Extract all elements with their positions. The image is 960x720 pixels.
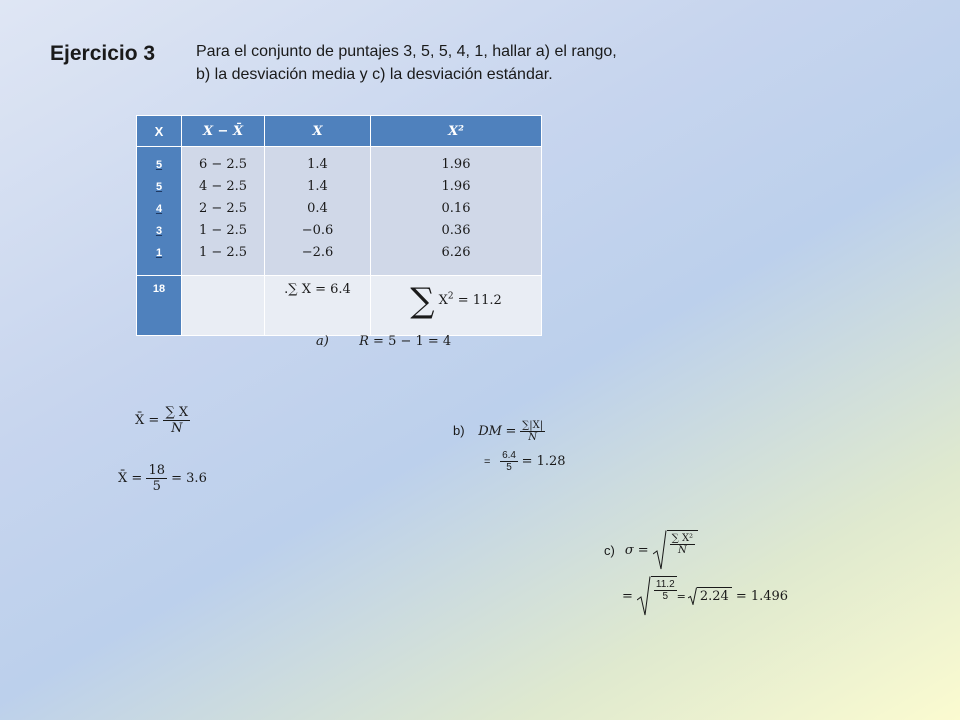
deviation-expr: 6 − 2.5	[198, 157, 248, 172]
sq-values-cell	[371, 147, 542, 276]
std-dev-sqrt-values: $\frac{11.2}{5}$	[637, 576, 677, 616]
range-label: a)	[316, 334, 329, 349]
sq-value: 0.16	[441, 201, 471, 216]
std-dev-formula: c) σ = $\frac{\text{∑ X²}}{N}$	[604, 530, 698, 570]
statement-line-2: b) la desviación media y c) la desviación estándar.	[196, 66, 553, 83]
mean-lhs2: X̄	[118, 471, 128, 486]
range-expr: = 5 − 1 = 4	[373, 334, 452, 349]
total-x-cell	[137, 276, 182, 336]
sum-abs-cell	[265, 276, 371, 336]
mean-dev-fraction: $\frac{\sum|X|}{N}$	[522, 420, 544, 443]
std-dev-sqrt-simplified: 2.24	[688, 587, 732, 605]
std-dev-result: = $\frac{11.2}{5}$ = 2.24 = 1.496	[622, 576, 788, 616]
std-dev-label: c)	[604, 542, 615, 558]
std-dev-var: σ	[624, 542, 634, 558]
problem-statement	[196, 40, 617, 86]
sq-value: 0.36	[441, 223, 471, 238]
mean-value: = 3.6	[171, 471, 207, 486]
sqrt-icon	[637, 576, 651, 616]
deviation-expr: 4 − 2.5	[198, 179, 248, 194]
sum-sq-formula: ∑ $X^2 = 11.2$	[410, 281, 502, 321]
deviation-expr: 2 − 2.5	[198, 201, 248, 216]
mean-lhs: X̄	[135, 413, 145, 428]
table-header-row	[137, 116, 542, 147]
header-squared: X²	[371, 116, 542, 147]
table-body-row	[137, 147, 542, 276]
header-x: X	[137, 116, 182, 147]
total-x: 18	[152, 283, 166, 295]
sq-value: 1.96	[441, 179, 471, 194]
mean-fraction: $\frac{\sum X}{N}$	[165, 405, 189, 436]
header-deviation: X − X̄	[182, 116, 265, 147]
statement-line-1: Para el conjunto de puntajes 3, 5, 5, 4, 1, hallar a) el rango,	[196, 43, 617, 60]
dev-value: 1.4	[307, 179, 328, 194]
deviation-expr: 1 − 2.5	[198, 245, 248, 260]
empty-total-cell	[182, 276, 265, 336]
sqrt-icon	[653, 530, 667, 570]
std-dev-value: = 1.496	[735, 588, 789, 604]
header-abs-deviation: X	[265, 116, 371, 147]
sq-value: 6.26	[441, 245, 471, 260]
dev-value: 0.4	[307, 201, 328, 216]
slide-title: Ejercicio 3	[50, 42, 156, 65]
sq-value: 1.96	[441, 157, 471, 172]
mean-dev-label: b)	[453, 422, 465, 438]
mean-formula: X̄ = $\frac{\sum X}{N}$	[135, 405, 189, 436]
x-values-cell	[137, 147, 182, 276]
mean-fraction-values: $\frac{18}{5}$	[148, 463, 165, 494]
dev-value: −0.6	[301, 223, 334, 238]
mean-dev-fraction-values: $\frac{6.4}{5}$	[502, 450, 516, 473]
table-total-row	[137, 276, 542, 336]
std-dev-sqrt: $\frac{\text{∑ X²}}{N}$	[653, 530, 698, 570]
mean-dev-formula: b) DM = $\frac{\sum|X|}{N}$	[453, 420, 544, 443]
x-value: 4	[155, 203, 163, 215]
range-var: R	[359, 334, 369, 349]
sqrt-icon	[688, 587, 697, 605]
deviation-expr-cell	[182, 147, 265, 276]
deviation-expr: 1 − 2.5	[198, 223, 248, 238]
x-value: 5	[155, 159, 163, 171]
mean-dev-value: = 1.28	[521, 453, 566, 469]
x-value: 5	[155, 181, 163, 193]
sum-abs-formula: .∑ X = 6.4	[284, 282, 351, 297]
mean-result: X̄ = $\frac{18}{5}$ = 3.6	[118, 463, 207, 494]
dev-values-cell	[265, 147, 371, 276]
x-value: 1	[155, 247, 163, 259]
dev-value: 1.4	[307, 157, 328, 172]
mean-dev-result: = $\frac{6.4}{5}$ = 1.28	[484, 450, 566, 473]
range-formula	[316, 334, 451, 349]
stats-table	[136, 115, 542, 336]
x-value: 3	[155, 225, 163, 237]
sum-sq-cell	[371, 276, 542, 336]
dev-value: −2.6	[301, 245, 334, 260]
mean-dev-var: DM	[478, 423, 502, 439]
